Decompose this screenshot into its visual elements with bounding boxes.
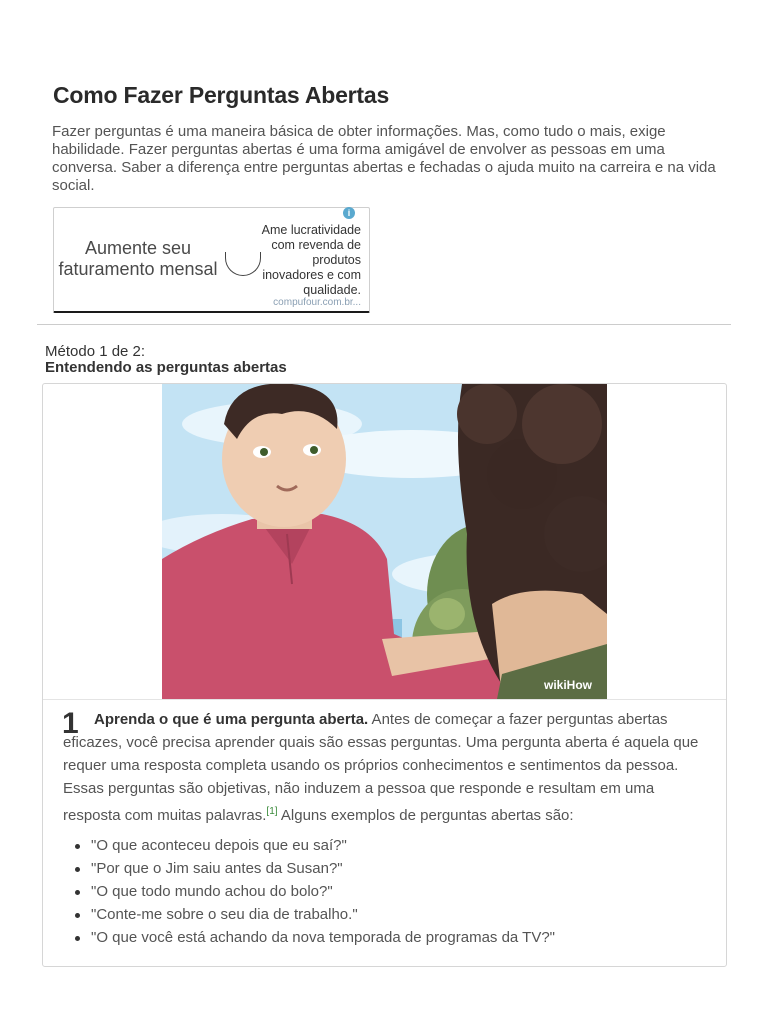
step-body-continued: Alguns exemplos de perguntas abertas são: [277, 807, 574, 824]
article-intro: Fazer perguntas é uma maneira básica de obter informações. Mas, como tudo o mais, exige habilidade. Fazer perguntas abertas é uma forma amigável de envolver as pessoas em uma conversa. Saber a diferença entre perguntas abertas e fechadas o ajuda muito na carreira e na vida social. [52, 123, 716, 194]
step-card [42, 383, 727, 967]
step-description [63, 708, 708, 827]
list-item: "Por que o Jim saiu antes da Susan?" [91, 857, 711, 880]
list-item: "Conte-me sobre o seu dia de trabalho." [91, 903, 711, 926]
step-body: Antes de começar a fazer perguntas abertas eficazes, você precisa aprender quais são essas perguntas. Uma pergunta aberta é aquela que requer uma resposta completa usando os próprios conhecimentos e sentimentos da pessoa. Essas perguntas são objetivas, não induzem a pessoa que responde e resultam em uma resposta com muitas palavras. [63, 711, 699, 824]
examples-list [91, 834, 711, 949]
list-item: "O que você está achando da nova temporada de programas da TV?" [91, 926, 711, 949]
step-illustration [162, 384, 607, 699]
method-title: Entendendo as perguntas abertas [45, 359, 287, 376]
image-separator [43, 699, 726, 700]
step-number: 1 [62, 707, 79, 740]
info-icon[interactable]: i [343, 207, 355, 219]
advertisement[interactable] [53, 207, 370, 313]
step-summary: Aprenda o que é uma pergunta aberta. [94, 711, 369, 728]
ad-domain[interactable]: compufour.com.br... [273, 297, 361, 308]
list-item: "O que todo mundo achou do bolo?" [91, 880, 711, 903]
section-divider [37, 324, 731, 325]
reference-link[interactable]: [1] [266, 806, 278, 817]
article-title: Como Fazer Perguntas Abertas [53, 82, 390, 108]
watermark-logo: wikiHow [544, 678, 593, 692]
ad-headline[interactable]: Aumente seu faturamento mensal [58, 238, 218, 279]
method-label: Método 1 de 2: [45, 343, 146, 360]
ad-body-text[interactable]: Ame lucratividade com revenda de produtos inovadores e com qualidade. [261, 223, 361, 297]
list-item: "O que aconteceu depois que eu saí?" [91, 834, 711, 857]
